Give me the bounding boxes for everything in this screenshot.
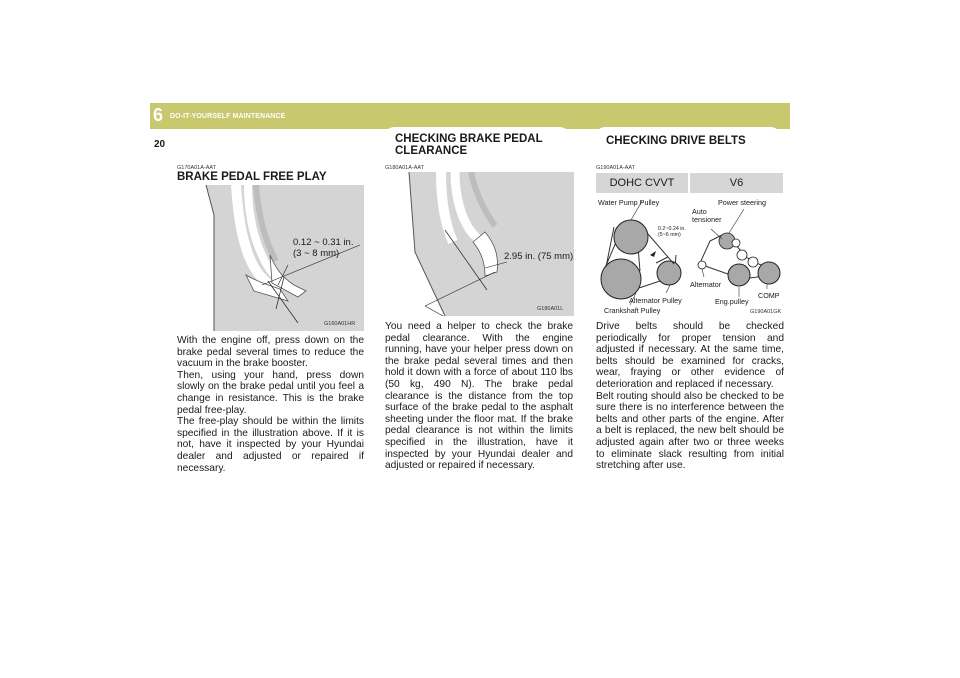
free-play-paragraph-2: Then, using your hand, press down slowly on the brake pedal until you feel a change in resistance. This is the brake pedal free-play. <box>177 369 364 416</box>
eng-pulley-label: Eng.pulley <box>715 297 749 306</box>
crankshaft-pulley-label: Crankshaft Pulley <box>604 306 661 315</box>
free-play-paragraph-1: With the engine off, press down on the brake pedal several times to reduce the vacuum in the brake booster. <box>177 335 364 370</box>
water-pump-pulley-label: Water Pump Pulley <box>598 198 660 207</box>
figure-code: G180A01L <box>537 306 564 312</box>
free-play-callout-line2: (3 ~ 8 mm) <box>293 248 340 259</box>
deflection-label-line2: (5~6 mm) <box>658 232 681 238</box>
comp-label: COMP <box>758 291 780 300</box>
brake-clearance-title-line2: CLEARANCE <box>395 145 468 157</box>
dohc-cvvt-header: DOHC CVVT <box>596 173 688 193</box>
figure-code: G190A01GK <box>750 309 782 315</box>
free-play-paragraph-3: The free-play should be within the limits specified in the illustration above. If it is not, have it inspected by your Hyundai dealer and adjusted or repaired if necessary. <box>177 416 364 474</box>
auto-tensioner-label-line1: Auto <box>692 207 707 216</box>
alternator-label: Alternator <box>690 280 722 289</box>
free-play-body <box>177 335 364 474</box>
power-steering-label: Power steering <box>718 198 766 207</box>
page-number: 20 <box>154 139 166 150</box>
drive-belts-paragraph-1: Drive belts should be checked periodically for proper tension and adjusted if necessary. At the same time, belts should be examined for cracks, wear, fraying or other evidence of deterioration and replaced if necessary. <box>596 321 784 390</box>
brake-clearance-title-line1: CHECKING BRAKE PEDAL <box>395 133 543 145</box>
drive-belts-paragraph-2: Belt routing should also be checked to be sure there is no interference between the belts and other parts of the engine. After a belt is replaced, the new belt should be adjusted again after two or three weeks to eliminate slack resulting from initial stretching after use. <box>596 390 784 472</box>
clearance-paragraph: You need a helper to check the brake pedal clearance. With the engine running, have your helper press down on the brake pedal several times and then hold it down with a force of about 110 lbs (50 kg, 490 N). The brake pedal clearance is the distance from the top surface of the brake pedal to the asphalt sheeting under the floor mat. If the brake pedal clearance is not within the limits specified in the illustration, have it inspected by your Hyundai dealer and adjusted or repaired if necessary. <box>385 321 573 472</box>
chapter-title: DO-IT-YOURSELF MAINTENANCE <box>170 113 286 120</box>
section-code: G170A01A-AAT <box>177 165 217 171</box>
drive-belts-body <box>596 321 784 472</box>
deflection-label-line1: 0.2~0.24 in. <box>658 226 686 232</box>
section-code: G180A01A-AAT <box>385 165 425 171</box>
clearance-callout: 2.95 in. (75 mm) <box>504 251 574 262</box>
free-play-callout-line1: 0.12 ~ 0.31 in. <box>293 237 354 248</box>
brake-pedal-clearance-drawing <box>385 172 574 316</box>
section-code: G190A01A-AAT <box>596 165 636 171</box>
drive-belt-drawing <box>596 193 784 317</box>
brake-pedal-free-play-illustration <box>176 185 364 331</box>
clearance-body <box>385 321 573 472</box>
v6-header: V6 <box>690 173 783 193</box>
brake-pedal-clearance-illustration <box>385 172 574 316</box>
figure-code: G160A01HR <box>324 321 356 327</box>
chapter-number: 6 <box>153 105 164 125</box>
alternator-pulley-label: Alternator Pulley <box>629 296 682 305</box>
auto-tensioner-label-line2: tensioner <box>692 215 722 224</box>
section-heading: BRAKE PEDAL FREE PLAY <box>177 171 327 183</box>
drive-belts-title: CHECKING DRIVE BELTS <box>606 135 746 147</box>
